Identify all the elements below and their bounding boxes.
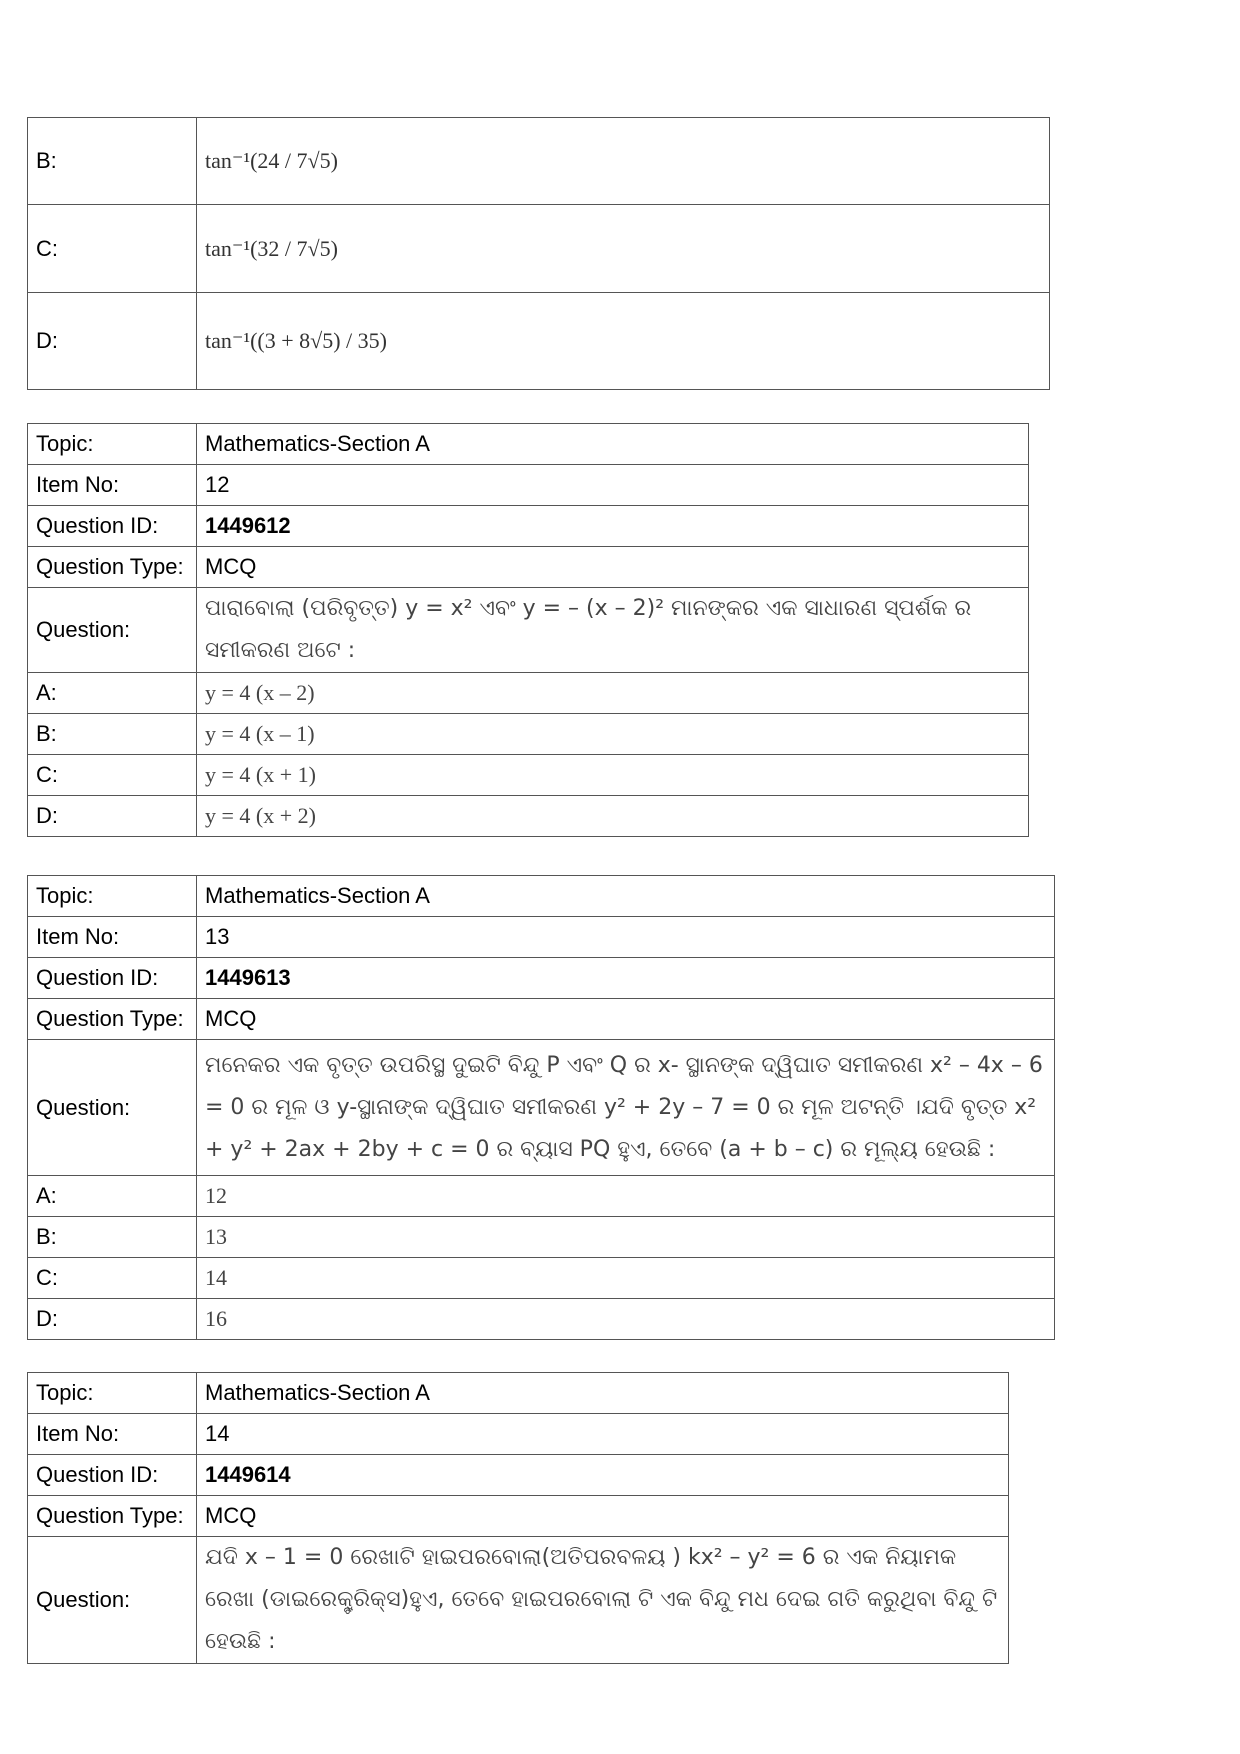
option-row-c [28, 1258, 1055, 1299]
question-row [28, 588, 1029, 673]
item-label: Item No: [28, 917, 197, 958]
item-value: 14 [197, 1414, 1009, 1455]
question-type-row [28, 547, 1029, 588]
option-value: y = 4 (x + 1) [197, 755, 1029, 796]
question-type-value: MCQ [197, 1496, 1009, 1537]
option-label: D: [28, 293, 197, 390]
option-row-b [28, 714, 1029, 755]
option-label: A: [28, 1176, 197, 1217]
option-row-d [28, 1299, 1055, 1340]
question-id-label: Question ID: [28, 1455, 197, 1496]
option-row-a [28, 673, 1029, 714]
question-id-value: 1449614 [197, 1455, 1009, 1496]
option-label: B: [28, 118, 197, 205]
option-value: y = 4 (x – 1) [197, 714, 1029, 755]
question-id-row [28, 1455, 1009, 1496]
option-row-d [28, 796, 1029, 837]
option-value: tan⁻¹(24 / 7√5) [197, 118, 1050, 205]
option-label: D: [28, 796, 197, 837]
option-label: A: [28, 673, 197, 714]
question-type-label: Question Type: [28, 547, 197, 588]
item-row [28, 1414, 1009, 1455]
item-value: 13 [197, 917, 1055, 958]
option-value: tan⁻¹(32 / 7√5) [197, 205, 1050, 293]
topic-value: Mathematics-Section A [197, 876, 1055, 917]
question-label: Question: [28, 1537, 197, 1664]
question-table-12 [27, 423, 1029, 837]
question-type-row [28, 999, 1055, 1040]
question-type-label: Question Type: [28, 999, 197, 1040]
option-value: 16 [197, 1299, 1055, 1340]
option-value: 12 [197, 1176, 1055, 1217]
topic-label: Topic: [28, 1373, 197, 1414]
question-table-13 [27, 875, 1055, 1340]
question-text: ପାରାବୋଲା (ପରିବୃତ୍ତ) y = x² ଏବଂ y = – (x – 2)² ମାନଙ୍କର ଏକ ସାଧାରଣ ସ୍ପର୍ଶକ ର ସମୀକରଣ ଅଟେ : [197, 588, 1029, 673]
topic-row [28, 876, 1055, 917]
option-label: C: [28, 205, 197, 293]
option-row-c [28, 755, 1029, 796]
option-row-c [28, 205, 1050, 293]
question-id-row [28, 506, 1029, 547]
topic-label: Topic: [28, 876, 197, 917]
question-table-14 [27, 1372, 1009, 1664]
question-label: Question: [28, 1040, 197, 1176]
option-row-a [28, 1176, 1055, 1217]
question-type-label: Question Type: [28, 1496, 197, 1537]
question-row [28, 1537, 1009, 1664]
question-type-value: MCQ [197, 547, 1029, 588]
question-id-label: Question ID: [28, 958, 197, 999]
question-text: ମନେକର ଏକ ବୃତ୍ତ ଉପରିସ୍ଥ ଦୁଇଟି ବିନ୍ଦୁ P ଏବଂ Q ର x- ସ୍ଥାନଙ୍କ ଦ୍ୱିଘାତ ସମୀକରଣ x² – 4x – 6 = 0 ର ମୂଳ ଓ y-ସ୍ଥାନାଙ୍କ ଦ୍ୱିଘାତ ସମୀକରଣ y² + 2y – 7 = 0 ର ମୂଳ ଅଟନ୍ତି ।ଯଦି ବୃତ୍ତ x² + y² + 2ax + 2by + c = 0 ର ବ୍ୟାସ PQ ହୁଏ, ତେବେ (a + b – c) ର ମୂଲ୍ୟ ହେଉଛି : [197, 1040, 1055, 1176]
question-text: ଯଦି x – 1 = 0 ରେଖାଟି ହାଇପରବୋଲା(ଅତିପରବଳୟ ) kx² – y² = 6 ର ଏକ ନିୟାମକ ରେଖା (ଡାଇରେକ୍ଟ୍ରିକ୍ସ)ହୁଏ, ତେବେ ହାଇପରବୋଲା ଟି ଏକ ବିନ୍ଦୁ ମଧ ଦେଇ ଗତି କରୁଥିବା ବିନ୍ଦୁ ଟି ହେଉଛି : [197, 1537, 1009, 1664]
question-id-label: Question ID: [28, 506, 197, 547]
topic-label: Topic: [28, 424, 197, 465]
topic-row [28, 424, 1029, 465]
question-table-previous [27, 117, 1050, 390]
option-value: tan⁻¹((3 + 8√5) / 35) [197, 293, 1050, 390]
question-id-value: 1449612 [197, 506, 1029, 547]
question-id-value: 1449613 [197, 958, 1055, 999]
option-label: B: [28, 1217, 197, 1258]
item-row [28, 465, 1029, 506]
question-label: Question: [28, 588, 197, 673]
option-row-d [28, 293, 1050, 390]
question-type-row [28, 1496, 1009, 1537]
option-row-b [28, 118, 1050, 205]
option-value: 14 [197, 1258, 1055, 1299]
question-id-row [28, 958, 1055, 999]
option-label: C: [28, 1258, 197, 1299]
option-value: y = 4 (x + 2) [197, 796, 1029, 837]
question-row [28, 1040, 1055, 1176]
item-value: 12 [197, 465, 1029, 506]
topic-value: Mathematics-Section A [197, 424, 1029, 465]
option-value: 13 [197, 1217, 1055, 1258]
option-label: C: [28, 755, 197, 796]
option-value: y = 4 (x – 2) [197, 673, 1029, 714]
item-label: Item No: [28, 1414, 197, 1455]
item-label: Item No: [28, 465, 197, 506]
option-label: D: [28, 1299, 197, 1340]
topic-row [28, 1373, 1009, 1414]
topic-value: Mathematics-Section A [197, 1373, 1009, 1414]
option-label: B: [28, 714, 197, 755]
question-type-value: MCQ [197, 999, 1055, 1040]
item-row [28, 917, 1055, 958]
option-row-b [28, 1217, 1055, 1258]
